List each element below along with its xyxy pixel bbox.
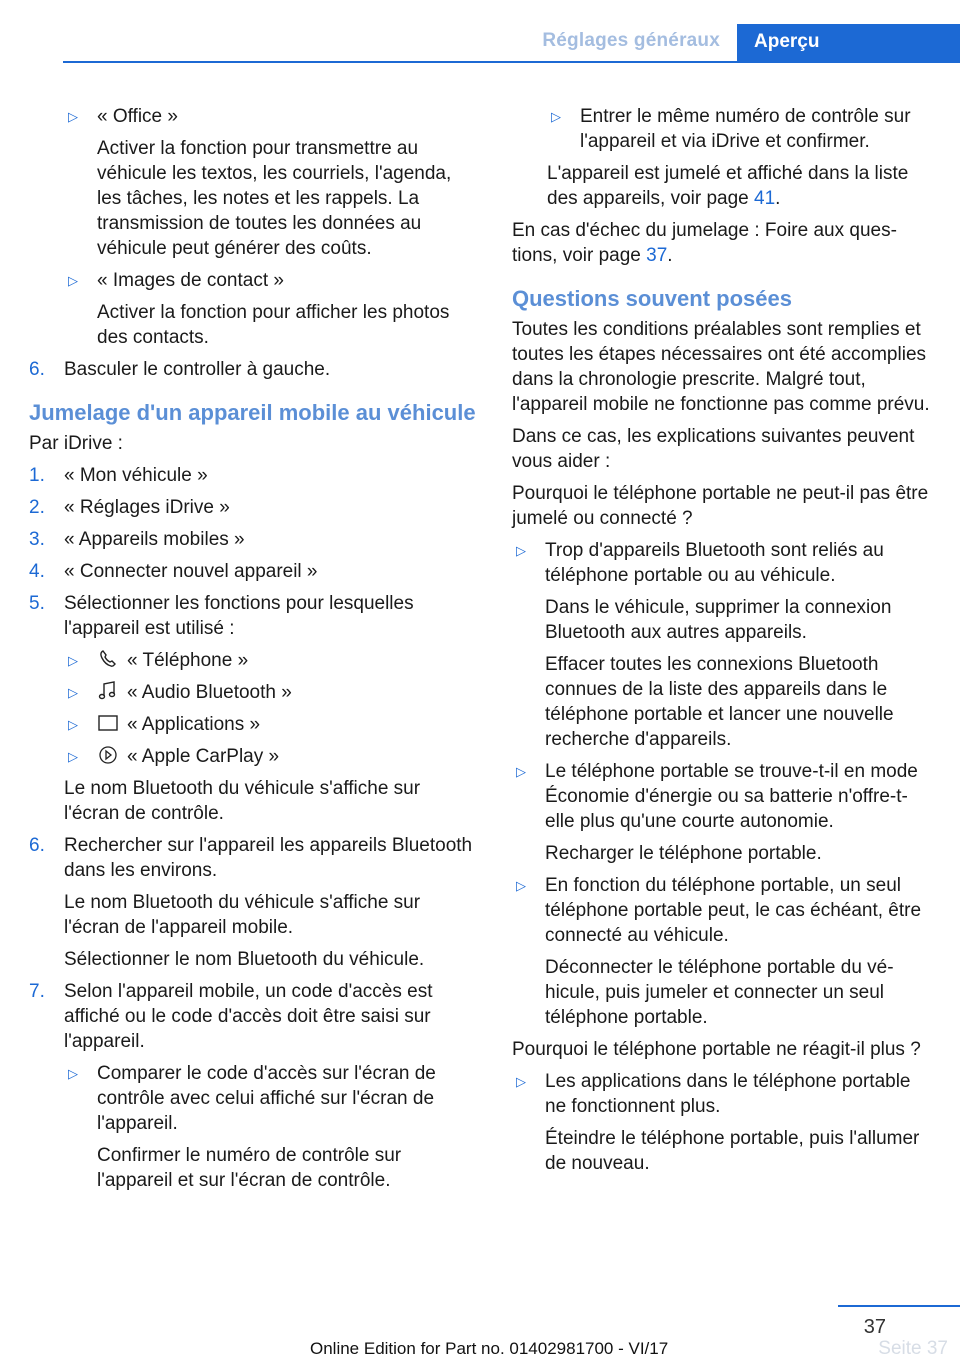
intro-text: Par iDrive : bbox=[29, 433, 123, 454]
step-7-bullet bbox=[64, 1061, 480, 1136]
bullet-text-2: Confirmer le numéro de contrôle sur l'appareil et sur l'écran de contrôle. bbox=[97, 1145, 402, 1191]
section-heading: Jumelage d'un appareil mobile au véhicule bbox=[29, 400, 476, 425]
step-item bbox=[29, 495, 480, 520]
watermark: Seite 37 bbox=[878, 1338, 948, 1359]
step-item bbox=[29, 527, 480, 552]
step-item bbox=[29, 463, 480, 488]
failure-note-end: . bbox=[667, 245, 673, 266]
triangle-bullet-icon: ▷ bbox=[68, 273, 78, 288]
function-applications bbox=[64, 712, 480, 737]
function-label: « Apple CarPlay » bbox=[127, 746, 280, 767]
step-item bbox=[29, 591, 480, 641]
answer-text: Trop d'appareils Bluetooth sont reliés au téléphone portable ou au véhicule. bbox=[545, 540, 884, 586]
step-number: 5. bbox=[29, 593, 45, 614]
answer-text: Dans le véhicule, supprimer la connexion Bluetooth aux autres appareils. bbox=[545, 597, 892, 643]
step-text: Rechercher sur l'appareil les appareils Bluetooth dans les environs. bbox=[64, 835, 473, 881]
step-number: 6. bbox=[29, 359, 45, 380]
step-number: 7. bbox=[29, 981, 45, 1002]
step-text: Sélectionner les fonctions pour lesquelles l'appareil est utilisé : bbox=[64, 593, 414, 639]
faq-intro: Toutes les conditions préalables sont remplies et toutes les étapes nécessaires ont été accomplies dans la chronologie prescrite. Malgré tout, l'appareil mobile ne fonctionne pas comme prévu. bbox=[512, 319, 930, 415]
paired-note bbox=[512, 161, 932, 211]
faq-answer bbox=[512, 538, 932, 588]
triangle-bullet-icon: ▷ bbox=[68, 685, 78, 700]
answer-text: En fonction du téléphone portable, un seul téléphone portable peut, le cas échéant, être connecté au véhicule. bbox=[545, 875, 922, 946]
page-link-41[interactable]: 41 bbox=[754, 188, 776, 209]
triangle-bullet-icon: ▷ bbox=[68, 109, 78, 124]
triangle-bullet-icon: ▷ bbox=[68, 717, 78, 732]
footer-rule bbox=[838, 1305, 960, 1307]
answer-text: Le téléphone portable se trouve-t-il en mode Économie d'énergie ou sa batterie n'offre-t-elle plus qu'une courte autonomie. bbox=[545, 761, 918, 832]
step-6b-note-2: Sélectionner le nom Bluetooth du véhicule. bbox=[64, 949, 425, 970]
edition-line: Online Edition for Part no. 01402981700 - VI/17 bbox=[310, 1339, 669, 1358]
bullet-enter-number bbox=[512, 104, 932, 154]
answer-text: Recharger le téléphone portable. bbox=[545, 843, 822, 864]
step-number: 2. bbox=[29, 497, 45, 518]
faq-question-2: Pourquoi le téléphone portable ne réagit-il plus ? bbox=[512, 1039, 921, 1060]
triangle-bullet-icon: ▷ bbox=[68, 749, 78, 764]
page-number: 37 bbox=[863, 1316, 886, 1338]
step-number: 6. bbox=[29, 835, 45, 856]
function-label: « Audio Bluetooth » bbox=[127, 682, 292, 703]
failure-note bbox=[512, 218, 932, 268]
bullet-text: Activer la fonction pour transmettre au véhicule les textos, les courriels, l'agenda, les tâches, les notes et les rappels. La transmission de toutes les données au véhicule peut générer des coûts. bbox=[97, 138, 452, 259]
faq-intro-2: Dans ce cas, les explications suivantes peuvent vous aider : bbox=[512, 426, 915, 472]
step-text: « Appareils mobiles » bbox=[64, 529, 245, 550]
faq-answer bbox=[512, 1069, 932, 1119]
function-audio bbox=[64, 680, 480, 705]
paired-note-text: L'appareil est jumelé et affiché dans la liste des appareils, voir page bbox=[547, 163, 909, 209]
bullet-office bbox=[64, 104, 480, 129]
bullet-title: « Images de contact » bbox=[97, 270, 284, 291]
faq-answer bbox=[512, 759, 932, 834]
phone-icon bbox=[97, 649, 119, 669]
step-number: 4. bbox=[29, 561, 45, 582]
step-number: 3. bbox=[29, 529, 45, 550]
step-text: « Connecter nouvel appareil » bbox=[64, 561, 318, 582]
answer-text: Effacer toutes les connexions Bluetooth connues de la liste des appareils dans le téléphone portable et lancer une nouvelle recherche d'appareils. bbox=[545, 654, 894, 750]
triangle-bullet-icon: ▷ bbox=[516, 543, 526, 558]
step-text: « Mon véhicule » bbox=[64, 465, 208, 486]
step-text: Basculer le controller à gauche. bbox=[64, 359, 331, 380]
bullet-contact-images bbox=[64, 268, 480, 293]
step-6 bbox=[29, 357, 480, 382]
step-6b bbox=[29, 833, 480, 883]
step-text: « Réglages iDrive » bbox=[64, 497, 230, 518]
header-tab-label: Aperçu bbox=[754, 31, 820, 52]
music-note-icon bbox=[97, 681, 119, 701]
step-6b-note: Le nom Bluetooth du véhicule s'affiche sur l'écran de l'appareil mobile. bbox=[64, 892, 421, 938]
faq-heading: Questions souvent posées bbox=[512, 286, 792, 311]
faq-question-1: Pourquoi le téléphone portable ne peut-il pas être jumelé ou connecté ? bbox=[512, 483, 929, 529]
step-5-note: Le nom Bluetooth du véhicule s'affiche sur l'écran de contrôle. bbox=[64, 778, 421, 824]
function-label: « Applications » bbox=[127, 714, 261, 735]
function-phone bbox=[64, 648, 480, 673]
right-column bbox=[512, 104, 932, 1183]
function-list bbox=[64, 648, 480, 769]
step-item bbox=[29, 559, 480, 584]
step-number: 1. bbox=[29, 465, 45, 486]
step-text: Selon l'appareil mobile, un code d'accès est affiché ou le code d'accès doit être saisi sur l'appareil. bbox=[64, 981, 433, 1052]
steps-list bbox=[29, 463, 480, 641]
triangle-bullet-icon: ▷ bbox=[516, 764, 526, 779]
triangle-bullet-icon: ▷ bbox=[516, 878, 526, 893]
header-section-title: Réglages généraux bbox=[542, 30, 720, 51]
left-column bbox=[29, 104, 480, 1200]
triangle-bullet-icon: ▷ bbox=[551, 109, 561, 124]
carplay-icon bbox=[97, 745, 119, 765]
bullet-text: Activer la fonction pour afficher les photos des contacts. bbox=[97, 302, 450, 348]
triangle-bullet-icon: ▷ bbox=[516, 1074, 526, 1089]
bullet-text: Entrer le même numéro de contrôle sur l'appareil et via iDrive et confirmer. bbox=[580, 106, 911, 152]
paired-note-end: . bbox=[775, 188, 781, 209]
bullet-title: « Office » bbox=[97, 106, 178, 127]
faq-answer bbox=[512, 873, 932, 948]
answer-text: Les applications dans le téléphone portable ne fonctionnent plus. bbox=[545, 1071, 911, 1117]
step-7 bbox=[29, 979, 480, 1054]
page-link-37[interactable]: 37 bbox=[646, 245, 668, 266]
triangle-bullet-icon: ▷ bbox=[68, 1066, 78, 1081]
answer-text: Déconnecter le téléphone portable du véhicule, puis jumeler et connecter un seul téléphone portable. bbox=[545, 957, 894, 1028]
header-tab bbox=[737, 24, 960, 63]
triangle-bullet-icon: ▷ bbox=[68, 653, 78, 668]
answer-text: Éteindre le téléphone portable, puis l'allumer de nouveau. bbox=[545, 1128, 920, 1174]
bullet-text: Comparer le code d'accès sur l'écran de contrôle avec celui affiché sur l'écran de l'appareil. bbox=[97, 1063, 436, 1134]
function-carplay bbox=[64, 744, 480, 769]
function-label: « Téléphone » bbox=[127, 650, 249, 671]
applications-icon bbox=[97, 713, 119, 733]
failure-note-text: En cas d'échec du jumelage : Foire aux questions, voir page bbox=[512, 220, 897, 266]
